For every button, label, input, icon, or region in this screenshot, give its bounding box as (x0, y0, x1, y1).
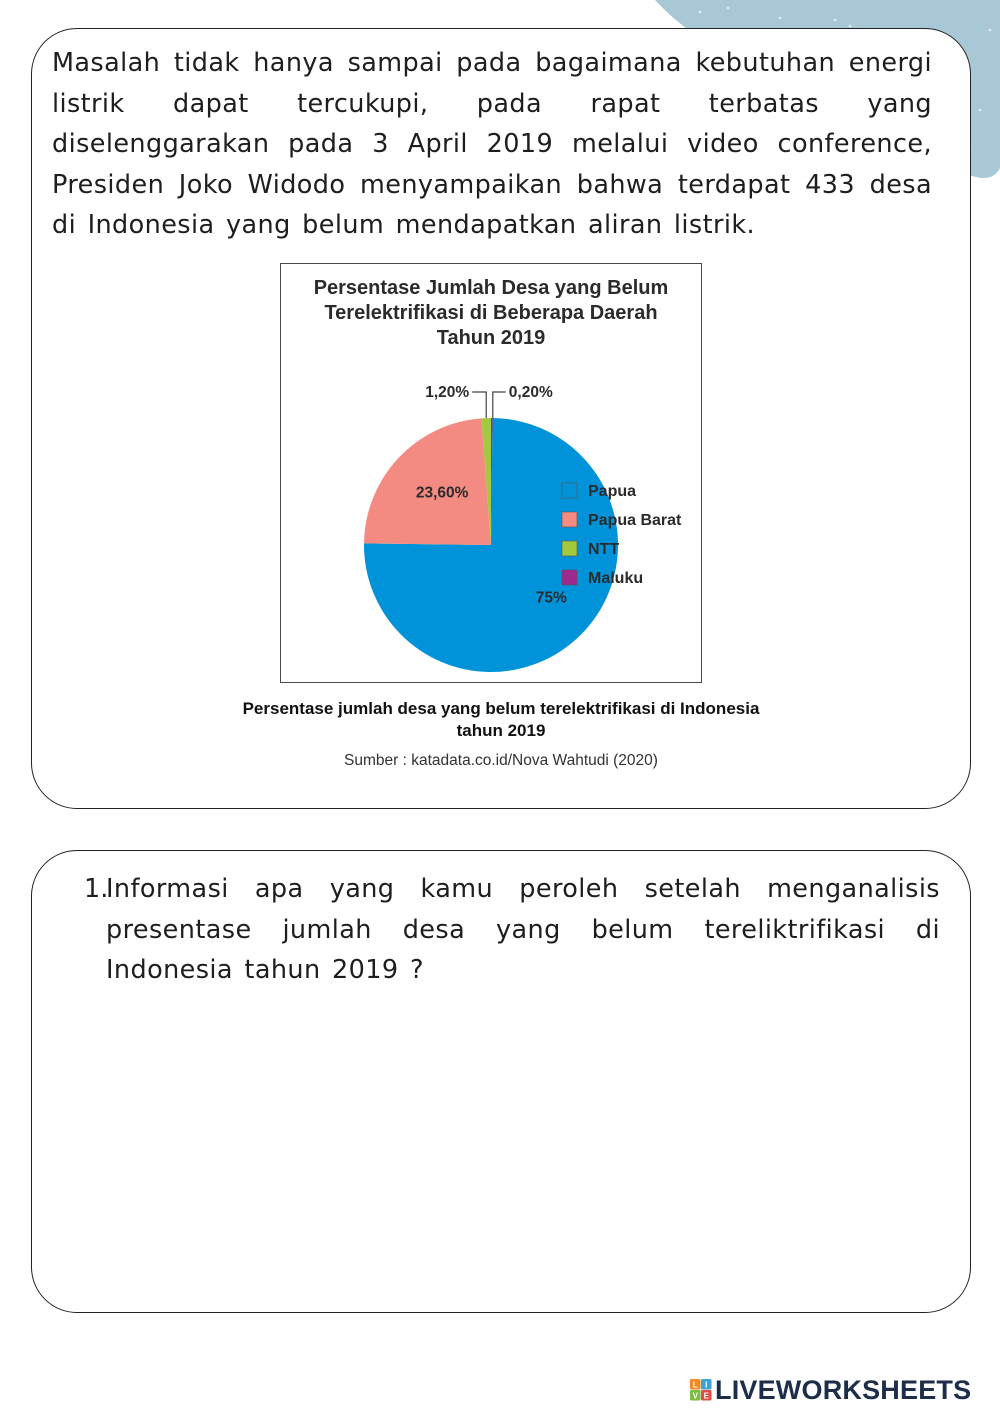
speckle (989, 29, 992, 32)
speckle (699, 11, 702, 14)
chart-title-line: Tahun 2019 (436, 327, 546, 349)
speckle (834, 19, 837, 22)
pie-chart (280, 263, 702, 683)
caption-line: Persentase jumlah desa yang belum terelektrifikasi di Indonesia (242, 699, 760, 718)
answer-area[interactable] (106, 1000, 940, 1290)
question-text: Informasi apa yang kamu peroleh setelah menganalisis presentase jumlah desa yang belum tereliktrifikasi di Indonesia tahun 2019 ? (106, 874, 940, 985)
speckle (849, 25, 852, 28)
leader-line-ntt (472, 392, 486, 418)
speckle (727, 7, 730, 10)
logo-letter: E (703, 1391, 709, 1401)
legend-label-papua: Papua (588, 483, 637, 500)
logo-letter: L (692, 1380, 698, 1390)
speckle (779, 17, 782, 20)
figure-caption (150, 698, 852, 742)
data-label-maluku: 0,20% (508, 384, 553, 401)
logo-letter: I (705, 1380, 708, 1390)
question-number: 1. (84, 874, 109, 904)
caption-line: tahun 2019 (456, 721, 546, 740)
figure-source: Sumber : katadata.co.id/Nova Wahtudi (2020) (344, 752, 658, 769)
liveworksheets-brand (690, 1375, 971, 1405)
legend-swatch-ntt (562, 541, 577, 556)
data-label-papua: 75% (535, 589, 567, 607)
legend-swatch-papua-barat (562, 512, 577, 527)
legend-label-ntt: NTT (588, 541, 620, 558)
liveworksheets-logo-icon (690, 1379, 712, 1401)
data-label-ntt: 1,20% (425, 384, 470, 401)
legend-swatch-maluku (562, 570, 577, 585)
intro-paragraph: Masalah tidak hanya sampai pada bagaimana kebutuhan energi listrik dapat tercukupi, pada rapat terbatas yang diselenggarakan pada 3 April 2019 melalui video conference, Presiden Joko Widodo menyampaikan bahwa terdapat 433 desa di Indonesia yang belum mendapatkan aliran listrik. (52, 48, 932, 240)
pie-plot (281, 264, 701, 682)
legend-label-papua-barat: Papua Barat (588, 512, 682, 529)
chart-title-line: Terelektrifikasi di Beberapa Daerah (324, 302, 658, 324)
data-label-papua-barat: 23,60% (415, 484, 469, 502)
speckle (979, 109, 982, 112)
pie-slice-papua-barat (364, 418, 491, 545)
brand-name: LIVEWORKSHEETS (715, 1374, 972, 1405)
chart-title-line: Persentase Jumlah Desa yang Belum (313, 277, 669, 299)
leader-line-maluku (493, 392, 506, 418)
logo-letter: V (692, 1391, 698, 1401)
legend-label-maluku: Maluku (588, 570, 644, 587)
legend-swatch-papua (562, 483, 577, 498)
